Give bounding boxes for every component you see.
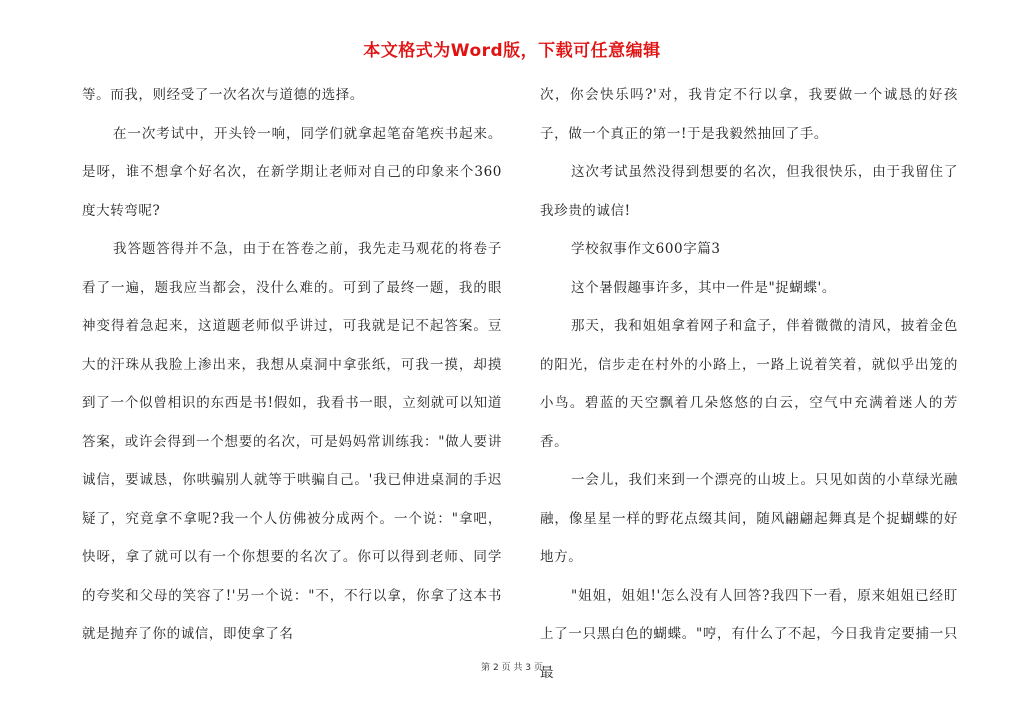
left-column [82, 76, 502, 654]
paragraph: 那天，我和姐姐拿着网子和盒子，伴着微微的清风，披着金色的阳光，信步走在村外的小路上，一路上说着笑着，就似乎出笼的小鸟。碧蓝的天空飘着几朵悠悠的白云，空气中充满着迷人的芳香。 [540, 318, 958, 450]
paragraph: 这次考试虽然没得到想要的名次，但我很快乐，由于我留住了我珍贵的诚信! [540, 164, 958, 219]
paragraph: 一会儿，我们来到一个漂亮的山坡上。只见如茵的小草绿光融融，像星星一样的野花点缀其间，随风翩翩起舞真是个捉蝴蝶的好地方。 [540, 472, 958, 565]
paragraph: 我答题答得并不急，由于在答卷之前，我先走马观花的将卷子看了一遍，题我应当都会，没什么难的。可到了最终一题，我的眼神变得着急起来，这道题老师似乎讲过，可我就是记不起答案。豆大的汗珠从我脸上渗出来，我想从桌洞中拿张纸，可我一摸，却摸到了一个似曾相识的东西是书!假如，我看书一眼，立刻就可以知道答案，或许会得到一个想要的名次，可是妈妈常训练我："做人要讲诚信，要诚恳，你哄骗别人就等于哄骗自己。'我已伸进桌洞的手迟疑了，究竟拿不拿呢?我一个人仿佛被分成两个。一个说："拿吧，快呀，拿了就可以有一个你想要的名次了。你可以得到老师、同学的夸奖和父母的笑容了!'另一个说："不，不行以拿，你拿了这本书就是抛弃了你的诚信，即使拿了名 [82, 241, 502, 642]
page-number: 第 2 页 共 3 页 [481, 663, 543, 673]
document-banner: 本文格式为Word版，下载可任意编辑 [363, 41, 661, 61]
paragraph: 在一次考试中，开头铃一响，同学们就拿起笔奋笔疾书起来。是呀，谁不想拿个好名次，在新学期让老师对自己的印象来个360度大转弯呢? [82, 125, 502, 219]
paragraph: 这个暑假趣事许多，其中一件是"捉蝴蝶'。 [571, 279, 836, 296]
paragraph: 次，你会快乐吗?'对，我肯定不行以拿，我要做一个诚恳的好孩子，做一个真正的第一!于是我毅然抽回了手。 [540, 87, 958, 142]
right-column [540, 76, 958, 692]
paragraph: 等。而我，则经受了一次名次与道德的选择。 [82, 87, 364, 103]
paragraph: "姐姐，姐姐!'怎么没有人回答?我四下一看，原来姐姐已经盯上了一只黑白色的蝴蝶。"哼，有什么了不起，今日我肯定要捕一只最 [540, 587, 958, 681]
section-heading: 学校叙事作文600字篇3 [571, 241, 721, 257]
